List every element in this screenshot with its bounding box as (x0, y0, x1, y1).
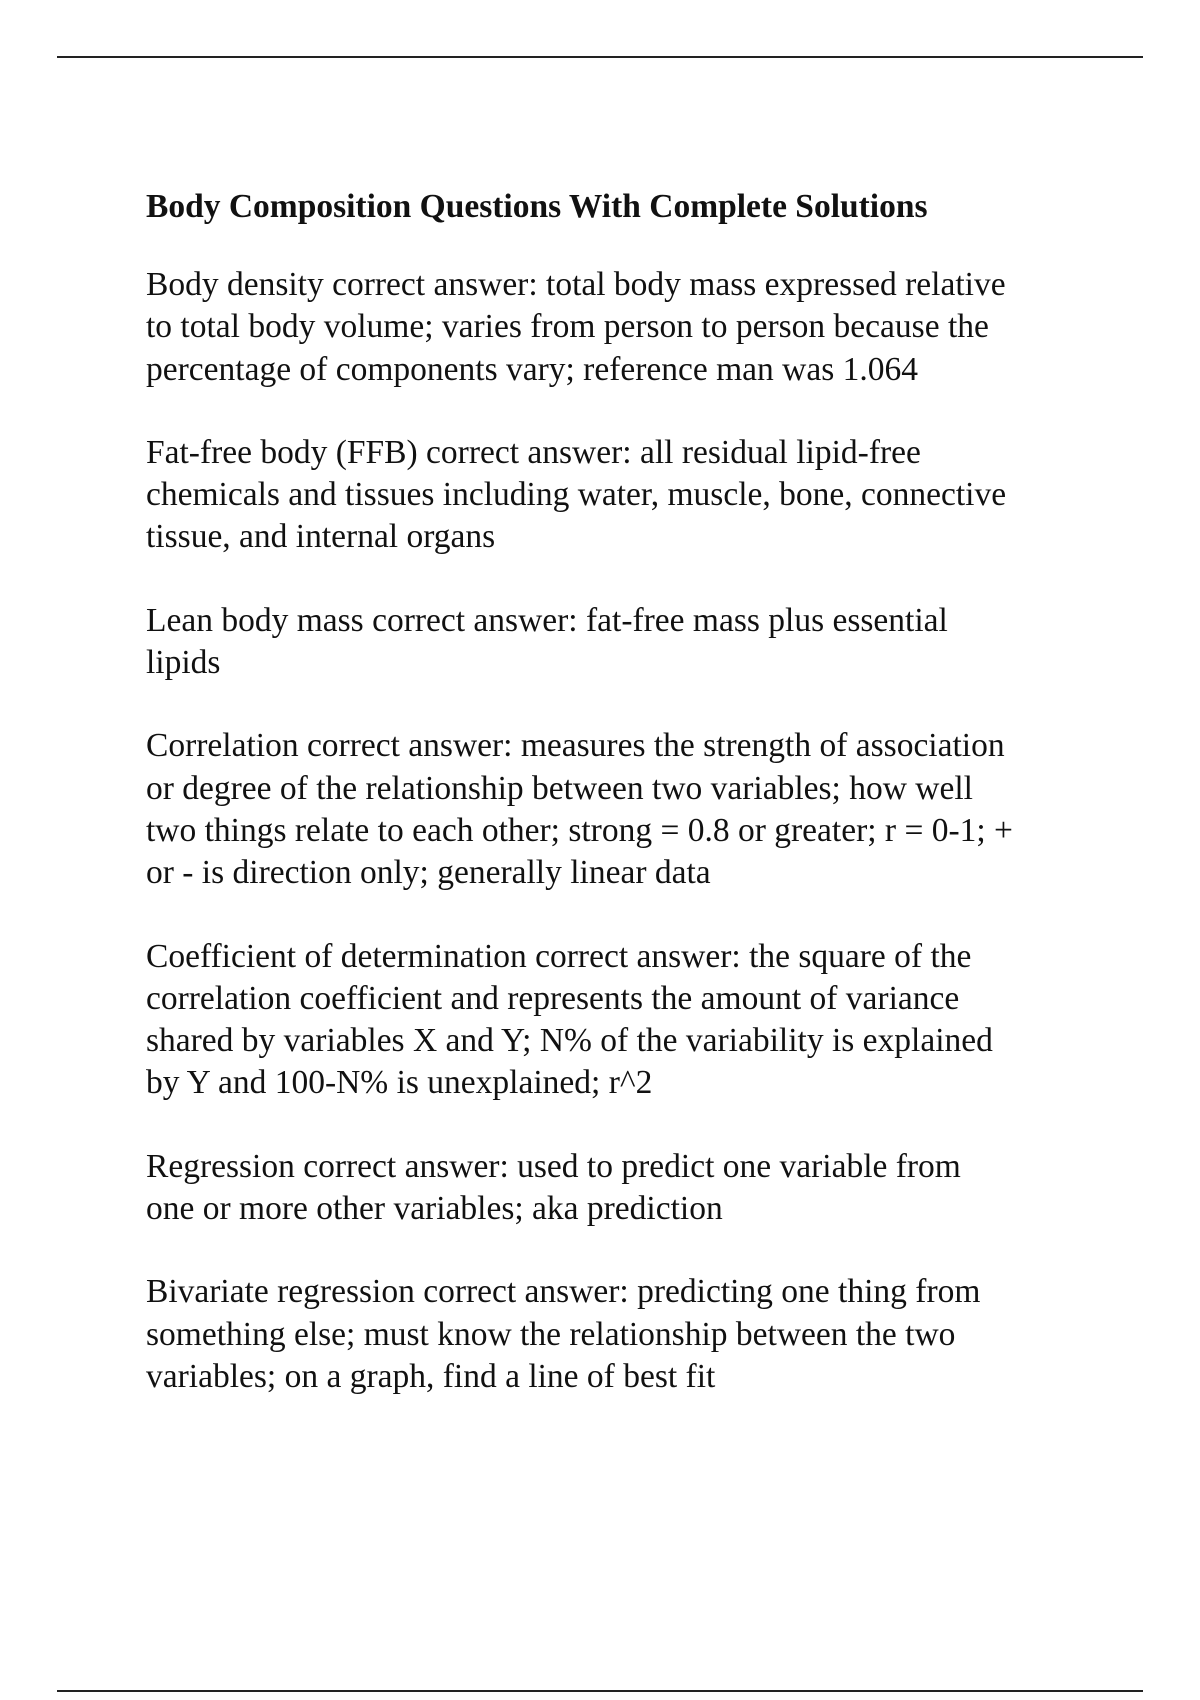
document-body (146, 186, 1096, 1439)
qa-entry-correlation: Correlation correct answer: measures the strength of association or degree of the relationship between two variables; how well two things relate to each other; strong = 0.8 or greater; r = 0-1; + or - is direction only; generally linear data (146, 727, 1013, 892)
qa-entry-coefficient-of-determination: Coefficient of determination correct answer: the square of the correlation coefficient and represents the amount of variance shared by variables X and Y; N% of the variability is explained by Y and 100-N% is unexplained; r^2 (146, 937, 993, 1102)
qa-list (146, 264, 1096, 1398)
qa-entry-bivariate-regression: Bivariate regression correct answer: predicting one thing from something else; must know the relationship between the two variables; on a graph, find a line of best fit (146, 1273, 981, 1395)
footer-rule (57, 1690, 1143, 1692)
header-rule (57, 56, 1143, 58)
document-title: Body Composition Questions With Complete Solutions (146, 188, 928, 225)
qa-entry-fat-free-body: Fat-free body (FFB) correct answer: all residual lipid-free chemicals and tissues including water, muscle, bone, connective tissue, and internal organs (146, 433, 1007, 556)
qa-entry-lean-body-mass: Lean body mass correct answer: fat-free mass plus essential lipids (146, 601, 948, 682)
qa-entry-regression: Regression correct answer: used to predict one variable from one or more other variables; aka prediction (146, 1147, 961, 1228)
qa-entry-body-density: Body density correct answer: total body mass expressed relative to total body volume; varies from person to person because the percentage of components vary; reference man was 1.064 (146, 266, 1006, 388)
